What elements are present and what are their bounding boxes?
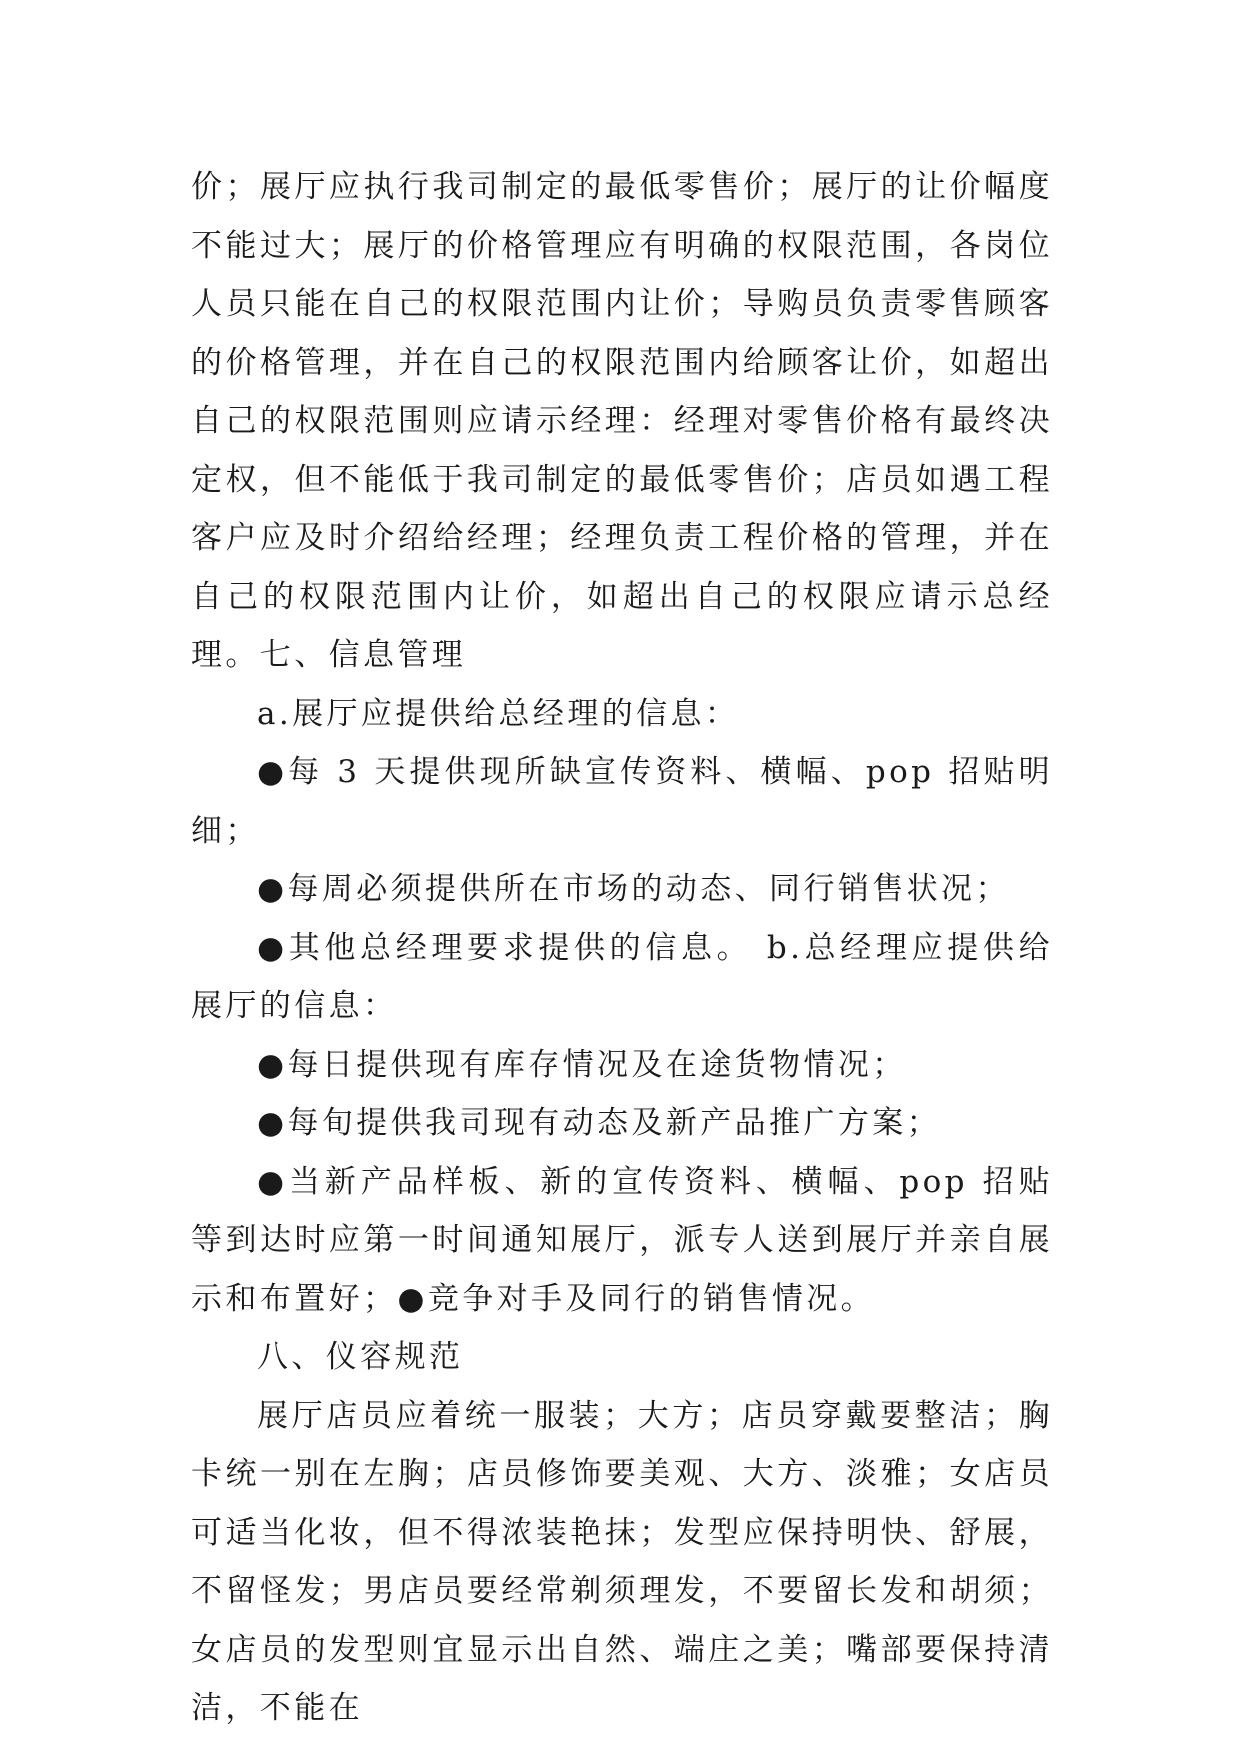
bullet-other-info: ●其他总经理要求提供的信息。 b.总经理应提供给展厅的信息： bbox=[191, 929, 1053, 1024]
paragraph-info-to-gm-heading: a.展厅应提供给总经理的信息： bbox=[257, 695, 740, 732]
bullet-new-samples: ●当新产品样板、新的宣传资料、横幅、pop 招贴等到达时应第一时间通知展厅，派专人送到展厅并亲自展示和布置好；●竞争对手及同行的销售情况。 bbox=[191, 1163, 1053, 1317]
bullet-every-3-days: ●每 3 天提供现所缺宣传资料、横幅、pop 招贴明细； bbox=[191, 754, 1053, 849]
bullet-ten-day-plan: ●每旬提供我司现有动态及新产品推广方案； bbox=[257, 1105, 942, 1141]
paragraph-appearance-rules: 展厅店员应着统一服装；大方；店员穿戴要整洁；胸卡统一别在左胸；店员修饰要美观、大方、淡雅；女店员可适当化妆，但不得浓装艳抹；发型应保持明快、舒展，不留怪发；男店员要经常剃须理发，不要留长发和胡须；女店员的发型则宜显示出自然、端庄之美；嘴部要保持清洁，不能在 bbox=[191, 1397, 1053, 1726]
document-body bbox=[191, 158, 1053, 1738]
paragraph-pricing-rules: 价；展厅应执行我司制定的最低零售价；展厅的让价幅度不能过大；展厅的价格管理应有明确的权限范围，各岗位人员只能在自己的权限范围内让价；导购员负责零售顾客的价格管理，并在自己的权限范围内给顾客让价，如超出自己的权限范围则应请示经理：经理对零售价格有最终决定权，但不能低于我司制定的最低零售价；店员如遇工程客户应及时介绍给经理；经理负责工程价格的管理，并在自己的权限范围内让价，如超出自己的权限应请示总经理。七、信息管理 bbox=[191, 169, 1053, 673]
bullet-daily-inventory: ●每日提供现有库存情况及在途货物情况； bbox=[257, 1046, 907, 1083]
section-heading-appearance: 八、仪容规范 bbox=[257, 1339, 464, 1375]
bullet-weekly-market: ●每周必须提供所在市场的动态、同行销售状况； bbox=[257, 871, 1010, 907]
